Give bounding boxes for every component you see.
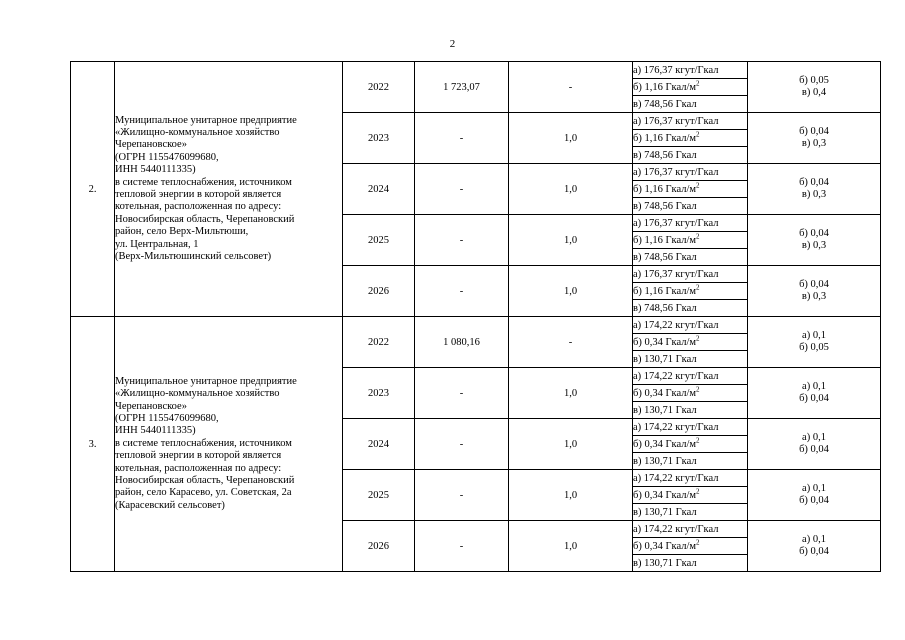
result-cell <box>748 368 881 419</box>
indicator-v-text: в) 130,71 Гкал <box>633 353 697 365</box>
organization-line: (ОГРН 1155476099680, <box>115 412 219 424</box>
indicator-v-cell <box>633 96 748 113</box>
organization-line: (Верх-Мильтюшинский сельсовет) <box>115 251 272 263</box>
indicator-a-cell <box>633 266 748 283</box>
indicator-v-cell <box>633 504 748 521</box>
result-line: а) 0,1 <box>802 432 826 443</box>
indicator-a-cell <box>633 470 748 487</box>
indicator-v-text: в) 748,56 Гкал <box>633 200 697 212</box>
indicator-b-cell <box>633 334 748 351</box>
result-line: б) 0,04 <box>799 279 829 290</box>
indicator-b-cell <box>633 232 748 249</box>
indicator-a-text: а) 176,37 кгут/Гкал <box>633 64 719 76</box>
organization-line: Муниципальное унитарное предприятие <box>115 375 297 387</box>
result-line: а) 0,1 <box>802 534 826 545</box>
indicator-b-cell <box>633 487 748 504</box>
result-cell <box>748 521 881 572</box>
indicator-v-cell <box>633 402 748 419</box>
index-cell: 1,0 <box>509 368 633 419</box>
organization-description <box>115 62 343 317</box>
organization-line: Муниципальное унитарное предприятие <box>115 114 297 126</box>
organization-line: ИНН 5440111335) <box>115 425 196 437</box>
result-line: б) 0,04 <box>799 495 829 506</box>
organization-line: тепловой энергии в которой является <box>115 189 282 200</box>
result-line: б) 0,04 <box>799 546 829 557</box>
indicator-b-text: б) 1,16 Гкал/м <box>633 81 697 93</box>
result-line: б) 0,04 <box>799 393 829 404</box>
organization-line: «Жилищно-коммунальное хозяйство <box>115 126 280 138</box>
result-line: б) 0,04 <box>799 228 829 239</box>
indicator-a-text: а) 176,37 кгут/Гкал <box>633 115 719 127</box>
indicator-b-text: б) 0,34 Гкал/м <box>633 387 697 399</box>
indicator-a-cell <box>633 521 748 538</box>
indicator-a-cell <box>633 164 748 181</box>
organization-line: в системе теплоснабжения, источником <box>115 437 292 449</box>
result-cell <box>748 317 881 368</box>
year-cell: 2023 <box>343 368 415 419</box>
index-cell: - <box>509 62 633 113</box>
organization-line: в системе теплоснабжения, источником <box>115 176 292 188</box>
superscript: 2 <box>696 181 700 189</box>
organization-line: район, село Верх-Мильтюши, <box>115 226 249 238</box>
indicator-b-text: б) 0,34 Гкал/м <box>633 489 697 501</box>
indicator-a-text: а) 176,37 кгут/Гкал <box>633 217 719 229</box>
superscript: 2 <box>696 538 700 546</box>
indicator-b-text: б) 1,16 Гкал/м <box>633 285 697 297</box>
base-level-cell: - <box>415 164 509 215</box>
indicator-b-text: б) 1,16 Гкал/м <box>633 183 697 195</box>
result-line: б) 0,04 <box>799 444 829 455</box>
indicator-b-text: б) 0,34 Гкал/м <box>633 540 697 552</box>
page-number: 2 <box>449 38 456 50</box>
index-cell: 1,0 <box>509 419 633 470</box>
year-cell: 2026 <box>343 266 415 317</box>
indicator-b-cell <box>633 538 748 555</box>
superscript: 2 <box>696 130 700 138</box>
organization-line: Черепановское» <box>115 400 187 412</box>
index-cell: - <box>509 317 633 368</box>
indicator-v-cell <box>633 249 748 266</box>
indicator-a-cell <box>633 419 748 436</box>
indicator-b-text: б) 1,16 Гкал/м <box>633 234 697 246</box>
superscript: 2 <box>696 487 700 495</box>
indicator-a-cell <box>633 368 748 385</box>
indicator-b-cell <box>633 181 748 198</box>
organization-line: (ОГРН 1155476099680, <box>115 151 219 163</box>
index-cell: 1,0 <box>509 164 633 215</box>
year-cell: 2024 <box>343 419 415 470</box>
index-cell: 1,0 <box>509 113 633 164</box>
indicator-b-text: б) 0,34 Гкал/м <box>633 438 697 450</box>
indicator-b-cell <box>633 436 748 453</box>
result-cell <box>748 164 881 215</box>
organization-line: (Карасевский сельсовет) <box>115 499 225 511</box>
indicator-b-text: б) 1,16 Гкал/м <box>633 132 697 144</box>
superscript: 2 <box>696 385 700 393</box>
base-level-cell: - <box>415 368 509 419</box>
base-level-cell: - <box>415 470 509 521</box>
result-cell <box>748 113 881 164</box>
base-level-cell: - <box>415 521 509 572</box>
indicator-v-cell <box>633 198 748 215</box>
organization-line: ул. Центральная, 1 <box>115 238 199 250</box>
superscript: 2 <box>696 283 700 291</box>
organization-line: район, село Карасево, ул. Советская, 2а <box>115 487 292 499</box>
indicator-b-cell <box>633 385 748 402</box>
result-line: в) 0,3 <box>801 240 827 251</box>
table-row <box>71 62 881 79</box>
organization-line: ИНН 5440111335) <box>115 164 196 176</box>
superscript: 2 <box>696 79 700 87</box>
year-cell: 2025 <box>343 470 415 521</box>
year-cell: 2022 <box>343 317 415 368</box>
indicator-v-text: в) 130,71 Гкал <box>633 506 697 518</box>
indicator-v-cell <box>633 453 748 470</box>
indicator-b-text: б) 0,34 Гкал/м <box>633 336 697 348</box>
year-cell: 2026 <box>343 521 415 572</box>
result-line: а) 0,1 <box>802 483 826 494</box>
year-cell: 2025 <box>343 215 415 266</box>
base-level-cell: - <box>415 215 509 266</box>
organization-line: Новосибирская область, Черепановский <box>115 213 295 225</box>
base-level-cell: - <box>415 266 509 317</box>
indicator-v-cell <box>633 555 748 572</box>
organization-line: тепловой энергии в которой является <box>115 450 282 462</box>
table-row <box>71 317 881 334</box>
indicator-b-cell <box>633 283 748 300</box>
result-line: б) 0,05 <box>799 75 829 86</box>
indicator-v-cell <box>633 351 748 368</box>
organization-description <box>115 317 343 572</box>
base-level-cell: 1 723,07 <box>415 62 509 113</box>
result-line: а) 0,1 <box>802 330 826 341</box>
result-cell <box>748 215 881 266</box>
index-cell: 1,0 <box>509 470 633 521</box>
base-level-cell: - <box>415 419 509 470</box>
indicator-a-cell <box>633 113 748 130</box>
organization-line: котельная, расположенная по адресу: <box>115 201 282 213</box>
index-cell: 1,0 <box>509 521 633 572</box>
indicator-v-text: в) 748,56 Гкал <box>633 98 697 110</box>
indicator-a-text: а) 174,22 кгут/Гкал <box>633 319 719 331</box>
result-cell <box>748 266 881 317</box>
indicator-v-text: в) 748,56 Гкал <box>633 149 697 161</box>
indicator-a-text: а) 174,22 кгут/Гкал <box>633 370 719 382</box>
indicator-v-text: в) 748,56 Гкал <box>633 302 697 314</box>
indicator-a-text: а) 174,22 кгут/Гкал <box>633 421 719 433</box>
indicator-v-text: в) 130,71 Гкал <box>633 455 697 467</box>
result-line: а) 0,1 <box>802 381 826 392</box>
indicator-a-text: а) 176,37 кгут/Гкал <box>633 166 719 178</box>
row-number: 3. <box>71 317 115 572</box>
base-level-cell: 1 080,16 <box>415 317 509 368</box>
year-cell: 2022 <box>343 62 415 113</box>
organization-line: «Жилищно-коммунальное хозяйство <box>115 388 280 400</box>
indicator-a-cell <box>633 317 748 334</box>
indicator-a-cell <box>633 62 748 79</box>
superscript: 2 <box>696 334 700 342</box>
index-cell: 1,0 <box>509 215 633 266</box>
result-line: в) 0,3 <box>801 138 827 149</box>
superscript: 2 <box>696 232 700 240</box>
tariff-table <box>70 61 881 572</box>
indicator-v-cell <box>633 300 748 317</box>
indicator-v-text: в) 130,71 Гкал <box>633 557 697 569</box>
indicator-v-text: в) 130,71 Гкал <box>633 404 697 416</box>
result-line: б) 0,05 <box>799 342 829 353</box>
indicator-v-cell <box>633 147 748 164</box>
indicator-v-text: в) 748,56 Гкал <box>633 251 697 263</box>
result-line: в) 0,3 <box>801 291 827 302</box>
indicator-a-cell <box>633 215 748 232</box>
result-line: в) 0,4 <box>801 87 827 98</box>
indicator-a-text: а) 174,22 кгут/Гкал <box>633 523 719 535</box>
organization-line: Черепановское» <box>115 139 187 151</box>
organization-line: котельная, расположенная по адресу: <box>115 462 282 474</box>
result-line: б) 0,04 <box>799 126 829 137</box>
result-cell <box>748 419 881 470</box>
base-level-cell: - <box>415 113 509 164</box>
result-cell <box>748 62 881 113</box>
year-cell: 2024 <box>343 164 415 215</box>
index-cell: 1,0 <box>509 266 633 317</box>
row-number: 2. <box>71 62 115 317</box>
indicator-b-cell <box>633 79 748 96</box>
result-cell <box>748 470 881 521</box>
result-line: в) 0,3 <box>801 189 827 200</box>
organization-line: Новосибирская область, Черепановский <box>115 475 295 487</box>
indicator-a-text: а) 176,37 кгут/Гкал <box>633 268 719 280</box>
result-line: б) 0,04 <box>799 177 829 188</box>
indicator-b-cell <box>633 130 748 147</box>
superscript: 2 <box>696 436 700 444</box>
year-cell: 2023 <box>343 113 415 164</box>
indicator-a-text: а) 174,22 кгут/Гкал <box>633 472 719 484</box>
